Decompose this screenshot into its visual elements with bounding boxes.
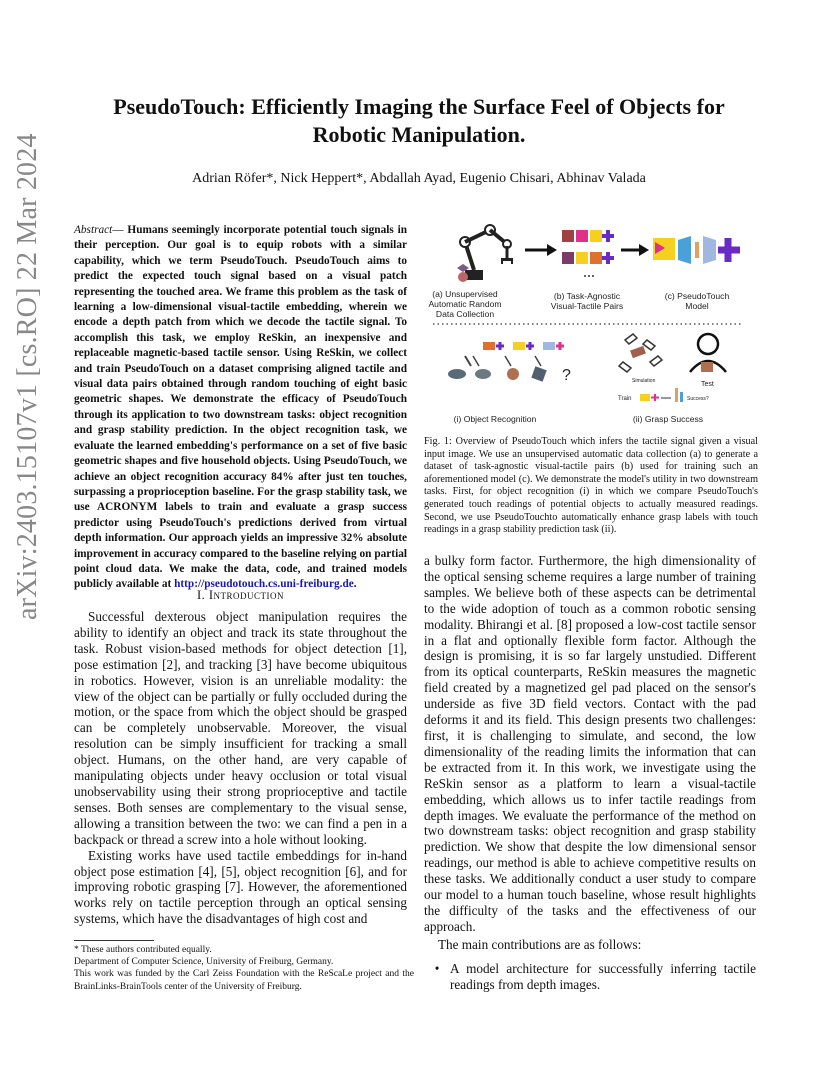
footnote-rule [74, 940, 154, 941]
train-mark: Train [618, 396, 632, 402]
label-a-line2: Automatic Random [428, 299, 502, 309]
simulation-mark: Simulation [632, 378, 656, 384]
abstract-end: . [353, 578, 357, 591]
author-list: Adrian Röfer*, Nick Heppert*, Abdallah Ayad, Eugenio Chisari, Abhinav Valada [192, 171, 646, 186]
right-paragraph-2: The main contributions are as follows: [438, 936, 642, 952]
bullet-dot: • [434, 960, 440, 976]
intro-paragraph-2: Existing works have used tactile embeddings for in-hand object pose estimation [4], [5], object recognition [6], and for improving robotic grasping [7]. However, the aforementioned works rely on tactile perception through an optical sensing systems, which have the disadvantages of high cost and [74, 847, 407, 927]
project-link[interactable]: http://pseudotouch.cs.uni-freiburg.de [174, 578, 354, 591]
paper-title [70, 93, 768, 149]
robot-arm-icon [460, 225, 513, 280]
label-b-line1: (b) Task-Agnostic [553, 291, 621, 301]
abstract: Abstract— Humans seemingly incorporate potential touch signals in their perception. Our goal is to equip robots with a similar capability, which we term PseudoTouch. PseudoTouch aims to predict the expected touch signal based on a visual patch representing the touched area. We frame this problem as the task of learning a low-dimensional visual-tactile embedding, wherein we encode a depth patch from which we decode the tactile signal. To accomplish this task, we employ ReSkin, an inexpensive and replaceable magnetic-based tactile sensor. Using ReSkin, we collect and train PseudoTouch on a dataset comprising aligned tactile and visual data pairs obtained through random touching of eight basic geometric shapes. We demonstrate the efficacy of PseudoTouch through its application to two downstream tasks: object recognition and grasp stability prediction. In the object recognition task, we evaluate the learned embedding's performance on a set of five basic geometric shapes and five household objects. Using PseudoTouch, we achieve an object recognition accuracy 84% after just ten touches, surpassing a proprioception baseline. For the grasp stability task, we use ACRONYM labels to train and evaluate a grasp success predictor using PseudoTouch's predictions derived from virtual depth information. Our approach yields an impressive 32% absolute improvement in accuracy compared to the baseline relying on partial point cloud data. We make the data, code, and trained models publicly available at http://pseudotouch.cs.uni-freiburg.de. [74, 224, 408, 591]
footnote-affiliation: Department of Computer Science, University of Freiburg, Germany. [74, 957, 334, 968]
model-architecture-icon [653, 236, 740, 264]
contribution-bullet [424, 961, 756, 993]
title-line-1: PseudoTouch: Efficiently Imaging the Surface Feel of Objects for [113, 94, 725, 119]
visual-tactile-pairs-icon [562, 230, 614, 277]
label-b-line2: Visual-Tactile Pairs [550, 301, 624, 311]
footnote-equal-contribution: * These authors contributed equally. [74, 945, 212, 955]
footnote-funding: This work was funded by the Carl Zeiss Foundation with the ReScaLe project and the BrainLinks-BrainTools center of the University of Freiburg. [74, 969, 414, 992]
label-c-line1: (c) PseudoTouch [664, 291, 730, 301]
section-number: I. [196, 588, 206, 602]
test-mark: Test [701, 381, 714, 388]
abstract-label: Abstract [74, 224, 113, 236]
arrow-icon [525, 244, 557, 256]
question-mark: ? [562, 367, 571, 384]
abstract-text: Humans seemingly incorporate potential touch signals in their perception. Our goal is to equip robots with a similar capability, which we term PseudoTouch. PseudoTouch aims to predict the expected touch signal based on a visual patch representing the touched area. We frame this problem as the task of learning a low-dimensional visual-tactile embedding, wherein we encode a depth patch from which we decode the tactile signal. To accomplish this task, we employ ReSkin, an inexpensive and replaceable magnetic-based tactile sensor. Using ReSkin, we collect and train PseudoTouch on a dataset comprising aligned tactile and visual data pairs obtained through random touching of eight basic geometric shapes. We demonstrate the efficacy of PseudoTouch through its application to two downstream tasks: object recognition and grasp stability prediction. In the object recognition task, we evaluate the learned embedding's performance on a set of five basic geometric shapes and five household objects. Using PseudoTouch, we achieve an object recognition accuracy 84% after just ten touches, surpassing a proprioception baseline. For the grasp stability task, we use ACRONYM labels to train and evaluate a grasp success predictor using PseudoTouch's predictions derived from virtual depth information. Our approach yields an impressive 32% absolute improvement in accuracy compared to the baseline relying on partial point cloud data. We make the data, code, and trained models publicly available at [74, 224, 408, 591]
label-i: (i) Object Recognition [453, 414, 537, 424]
label-a-line1: (a) Unsupervised [432, 289, 498, 299]
figure-caption: Fig. 1: Overview of PseudoTouch which infers the tactile signal given a visual input image. We use an unsupervised automatic data collection (a) to generate a dataset of task-agnostic visual-tactile pairs (b) used for training such an aforementioned model (c). We demonstrate the model's utility in two downstream tasks. First, for object recognition (i) in which we compare PseudoTouch's generated touch readings of potential objects to actually measured readings. Second, we use PseudoTouchto automatically enhance grasp labels with touch readings in a grasp stability prediction task (ii). [424, 436, 758, 536]
right-paragraph-1: a bulky form factor. Furthermore, the high dimensionality of the optical sensing scheme requires a large number of training samples. We believe both of these aspects can be detrimental to the wide adoption of touch as a common robotic sensing modality. Bhirangi et al. [8] proposed a low-cost tactile sensor in a flat and optionally flexible form factor. Although the design is promising, it is so far largely unstudied. Different from its optical counterparts, ReSkin measures the magnetic field created by a magnetized gel pad placed on the sensor's underside as five 3D field vectors. Contact with the pad deforms it and its field. This design presents two challenges: first, it is challenging to simulate, and second, the low dimensionality of the reading limits the information that can be extracted from it. In this work, we investigate using the ReSkin sensor as a platform to learn a visual-tactile embedding, which allows us to infer tactile readings from depth images. We evaluate the performance of the method on two downstream tasks: object recognition and grasp stability prediction. We show that despite the low dimensional sensor readings, our method is able to achieve competitive results on these tasks. We additionally conduct a user study to compare our model to a human touch baseline, whose result highlights the difficulty of the tasks and the effectiveness of our approach. [424, 553, 756, 934]
label-ii: (ii) Grasp Success [632, 414, 704, 424]
sample-object-icon-2 [458, 272, 468, 282]
title-line-2: Robotic Manipulation. [312, 122, 526, 147]
overview-figure [425, 222, 760, 432]
label-c-line2: Model [685, 301, 709, 311]
footnotes [74, 944, 414, 993]
label-a-line3: Data Collection [435, 309, 495, 319]
intro-paragraph-1: Successful dexterous object manipulation requires the ability to identify an object and track its state throughout the task. Robust vision-based methods for object detection [1], pose estimation [2], and tracking [3] have become ubiquitous in robotics. However, vision is an unreliable modality: the view of the object can be partially or fully occluded during the motion, or the space from which the object should be grasped can be completely unobservable. Moreover, the visual resolution can be simply insufficient for tracking a small object. Humans, on the other hand, are very capable of manipulating objects under heavy occlusion or total visual unobservability using their strong proprioceptive and tactile senses. Both senses are complementary to the visual sense, allowing a transition between the two: we can find a pen in a backpack or thread a screw into a hole without looking. [74, 609, 407, 847]
arrow-icon [621, 244, 649, 256]
right-column-text [424, 553, 756, 992]
figure-graphic [425, 222, 760, 432]
arxiv-identifier: arXiv:2403.15107v1 [cs.RO] 22 Mar 2024 [12, 133, 43, 620]
section-heading [74, 588, 407, 603]
grasp-success-icon [619, 334, 726, 402]
introduction-text [74, 609, 407, 927]
section-title: Introduction [208, 588, 285, 602]
object-recognition-icon [448, 342, 564, 382]
success-mark: Success? [687, 396, 709, 402]
bullet-text: A model architecture for successfully inferring tactile readings from depth images. [450, 960, 756, 992]
